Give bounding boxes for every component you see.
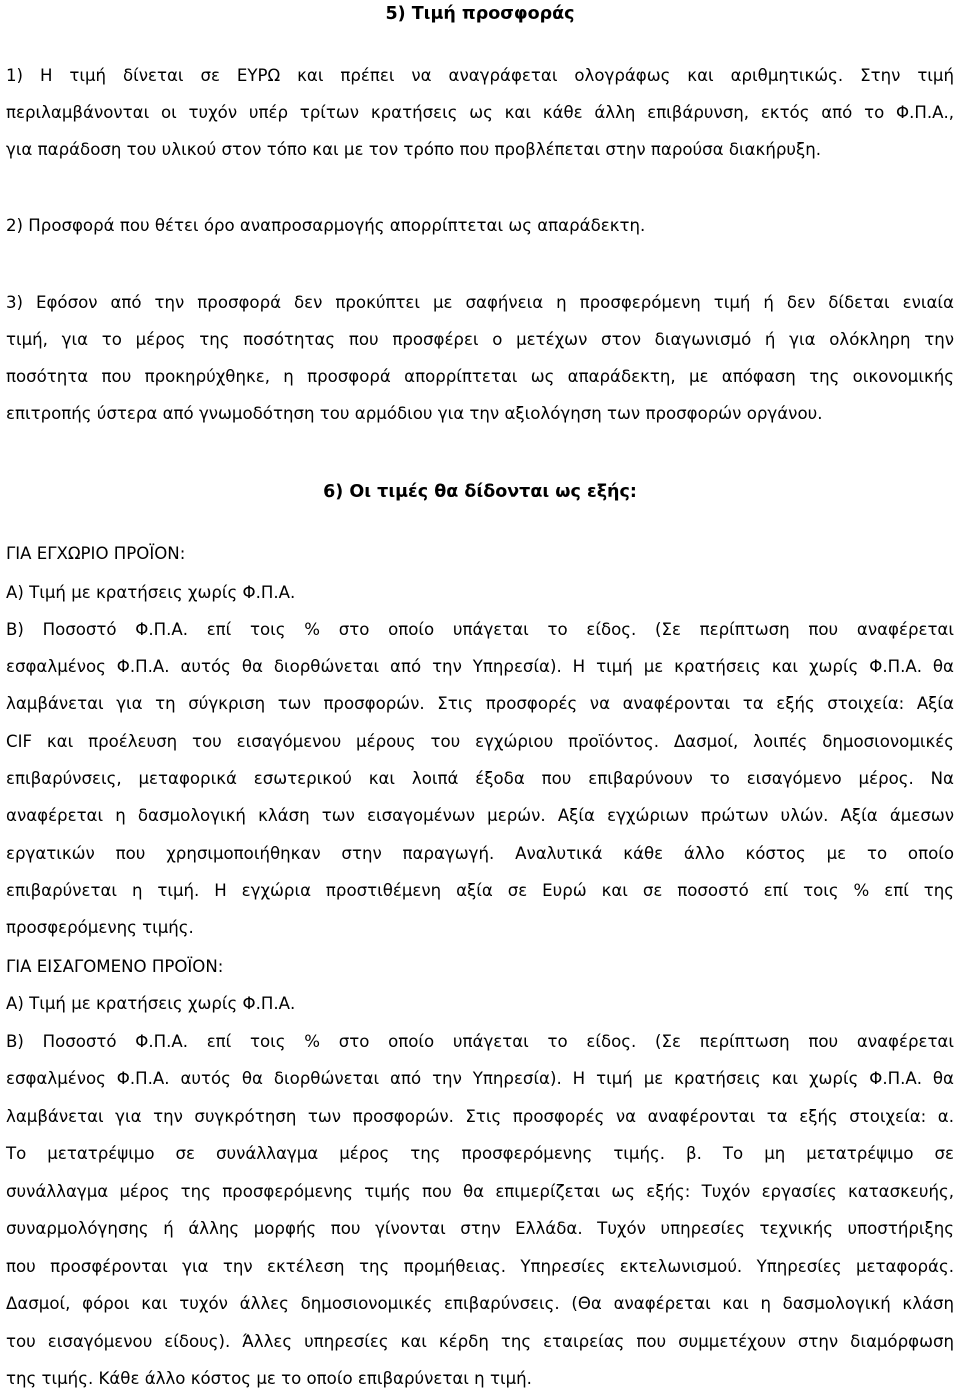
text-line: εσφαλμένος Φ.Π.Α. αυτός θα διορθώνεται από την Υπηρεσία). Η τιμή με κρατήσεις και χωρίς Φ.Π.Α. θα <box>6 1069 954 1088</box>
text-line: Β) Ποσοστό Φ.Π.Α. επί τοις % στο οποίο υπάγεται το είδος. (Σε περίπτωση που αναφέρεται <box>6 1032 954 1051</box>
text-line: Δασμοί, φόροι και τυχόν άλλες δημοσιονομικές επιβαρύνσεις. (Θα αναφέρεται και η δασμολογική κλάση <box>6 1294 954 1313</box>
text-line: περιλαμβάνονται οι τυχόν υπέρ τρίτων κρατήσεις ως και κάθε άλλη επιβάρυνση, εκτός από το Φ.Π.Α., <box>6 103 954 122</box>
text-line: του εισαγόμενου είδους). Άλλες υπηρεσίες και κέρδη της εταιρείας που συμμετέχουν στην διαμόρφωση <box>6 1332 954 1351</box>
text-line: εργατικών που χρησιμοποιήθηκαν στην παραγωγή. Αναλυτικά κάθε άλλο κόστος με το οποίο <box>6 844 954 863</box>
text-line: Α) Τιμή με κρατήσεις χωρίς Φ.Π.Α. <box>6 583 296 602</box>
text-line: 3) Εφόσον από την προσφορά δεν προκύπτει με σαφήνεια η προσφερόμενη τιμή ή δεν δίδεται ενιαία <box>6 293 954 312</box>
text-line: προσφερόμενης τιμής. <box>6 918 194 937</box>
text-line: για παράδοση του υλικού στον τόπο και με τον τρόπο που προβλέπεται στην παρούσα διακήρυξη. <box>6 140 822 159</box>
text-line: λαμβάνεται για τη σύγκριση των προσφορών. Στις προσφορές να αναφέρονται τα εξής στοιχεία: Αξία <box>6 694 954 713</box>
text-line: CIF και προέλευση του εισαγόμενου μέρους του εγχώριου προϊόντος. Δασμοί, λοιπές δημοσιονομικές <box>6 732 954 751</box>
text-line: Α) Τιμή με κρατήσεις χωρίς Φ.Π.Α. <box>6 994 296 1013</box>
domestic-title: ΓΙΑ ΕΓΧΩΡΙΟ ΠΡΟΪΟΝ: <box>6 544 186 563</box>
text-line: ποσότητα που προκηρύχθηκε, η προσφορά απορρίπτεται ως απαράδεκτη, με απόφαση της οικονομικής <box>6 367 954 386</box>
section-6-heading: 6) Οι τιμές θα δίδονται ως εξής: <box>323 482 637 502</box>
text-line: 1) Η τιμή δίνεται σε ΕΥΡΩ και πρέπει να αναγράφεται ολογράφως και αριθμητικώς. Στην τιμή <box>6 66 954 85</box>
text-line: εσφαλμένος Φ.Π.Α. αυτός θα διορθώνεται από την Υπηρεσία). Η τιμή με κρατήσεις και χωρίς Φ.Π.Α. θα <box>6 657 954 676</box>
imported-title: ΓΙΑ ΕΙΣΑΓΟΜΕΝΟ ΠΡΟΪΟΝ: <box>6 957 224 976</box>
text-line: αναφέρεται η δασμολογική κλάση των εισαγομένων μερών. Αξία εγχώριων πρώτων υλών. Αξία άμεσων <box>6 806 954 825</box>
text-line: συναρμολόγησης ή άλλης μορφής που γίνονται στην Ελλάδα. Τυχόν υπηρεσίες τεχνικής υποστήριξης <box>6 1219 954 1238</box>
text-line: επιβαρύνσεις, μεταφορικά εσωτερικού και λοιπά έξοδα που επιβαρύνουν το εισαγόμενο μέρος. Να <box>6 769 954 788</box>
text-line: της τιμής. Κάθε άλλο κόστος με το οποίο επιβαρύνεται η τιμή. <box>6 1369 532 1388</box>
text-line: λαμβάνεται για την συγκρότηση των προσφορών. Στις προσφορές να αναφέρονται τα εξής στοιχεία: α. <box>6 1107 954 1126</box>
text-line: τιμή, για το μέρος της ποσότητας που προσφέρει ο μετέχων στον διαγωνισμό ή για ολόκληρη την <box>6 330 954 349</box>
text-line: 2) Προσφορά που θέτει όρο αναπροσαρμογής απορρίπτεται ως απαράδεκτη. <box>6 216 646 235</box>
text-line: Β) Ποσοστό Φ.Π.Α. επί τοις % στο οποίο υπάγεται το είδος. (Σε περίπτωση που αναφέρεται <box>6 620 954 639</box>
text-line: επιβαρύνεται η τιμή. Η εγχώρια προστιθέμενη αξία σε Ευρώ και σε ποσοστό επί τοις % επί της <box>6 881 954 900</box>
text-line: που προσφέρονται για την εκτέλεση της προμήθειας. Υπηρεσίες εκτελωνισμού. Υπηρεσίες μεταφοράς. <box>6 1257 954 1276</box>
section-5-heading: 5) Τιμή προσφοράς <box>385 4 575 24</box>
text-line: επιτροπής ύστερα από γνωμοδότηση του αρμόδιου για την αξιολόγηση των προσφορών οργάνου. <box>6 404 823 423</box>
text-line: Το μετατρέψιμο σε συνάλλαγμα μέρος της προσφερόμενης τιμής. β. Το μη μετατρέψιμο σε <box>6 1144 954 1163</box>
text-line: συνάλλαγμα μέρος της προσφερόμενης τιμής που θα επιμερίζεται ως εξής: Τυχόν εργασίες κατασκευής, <box>6 1182 954 1201</box>
